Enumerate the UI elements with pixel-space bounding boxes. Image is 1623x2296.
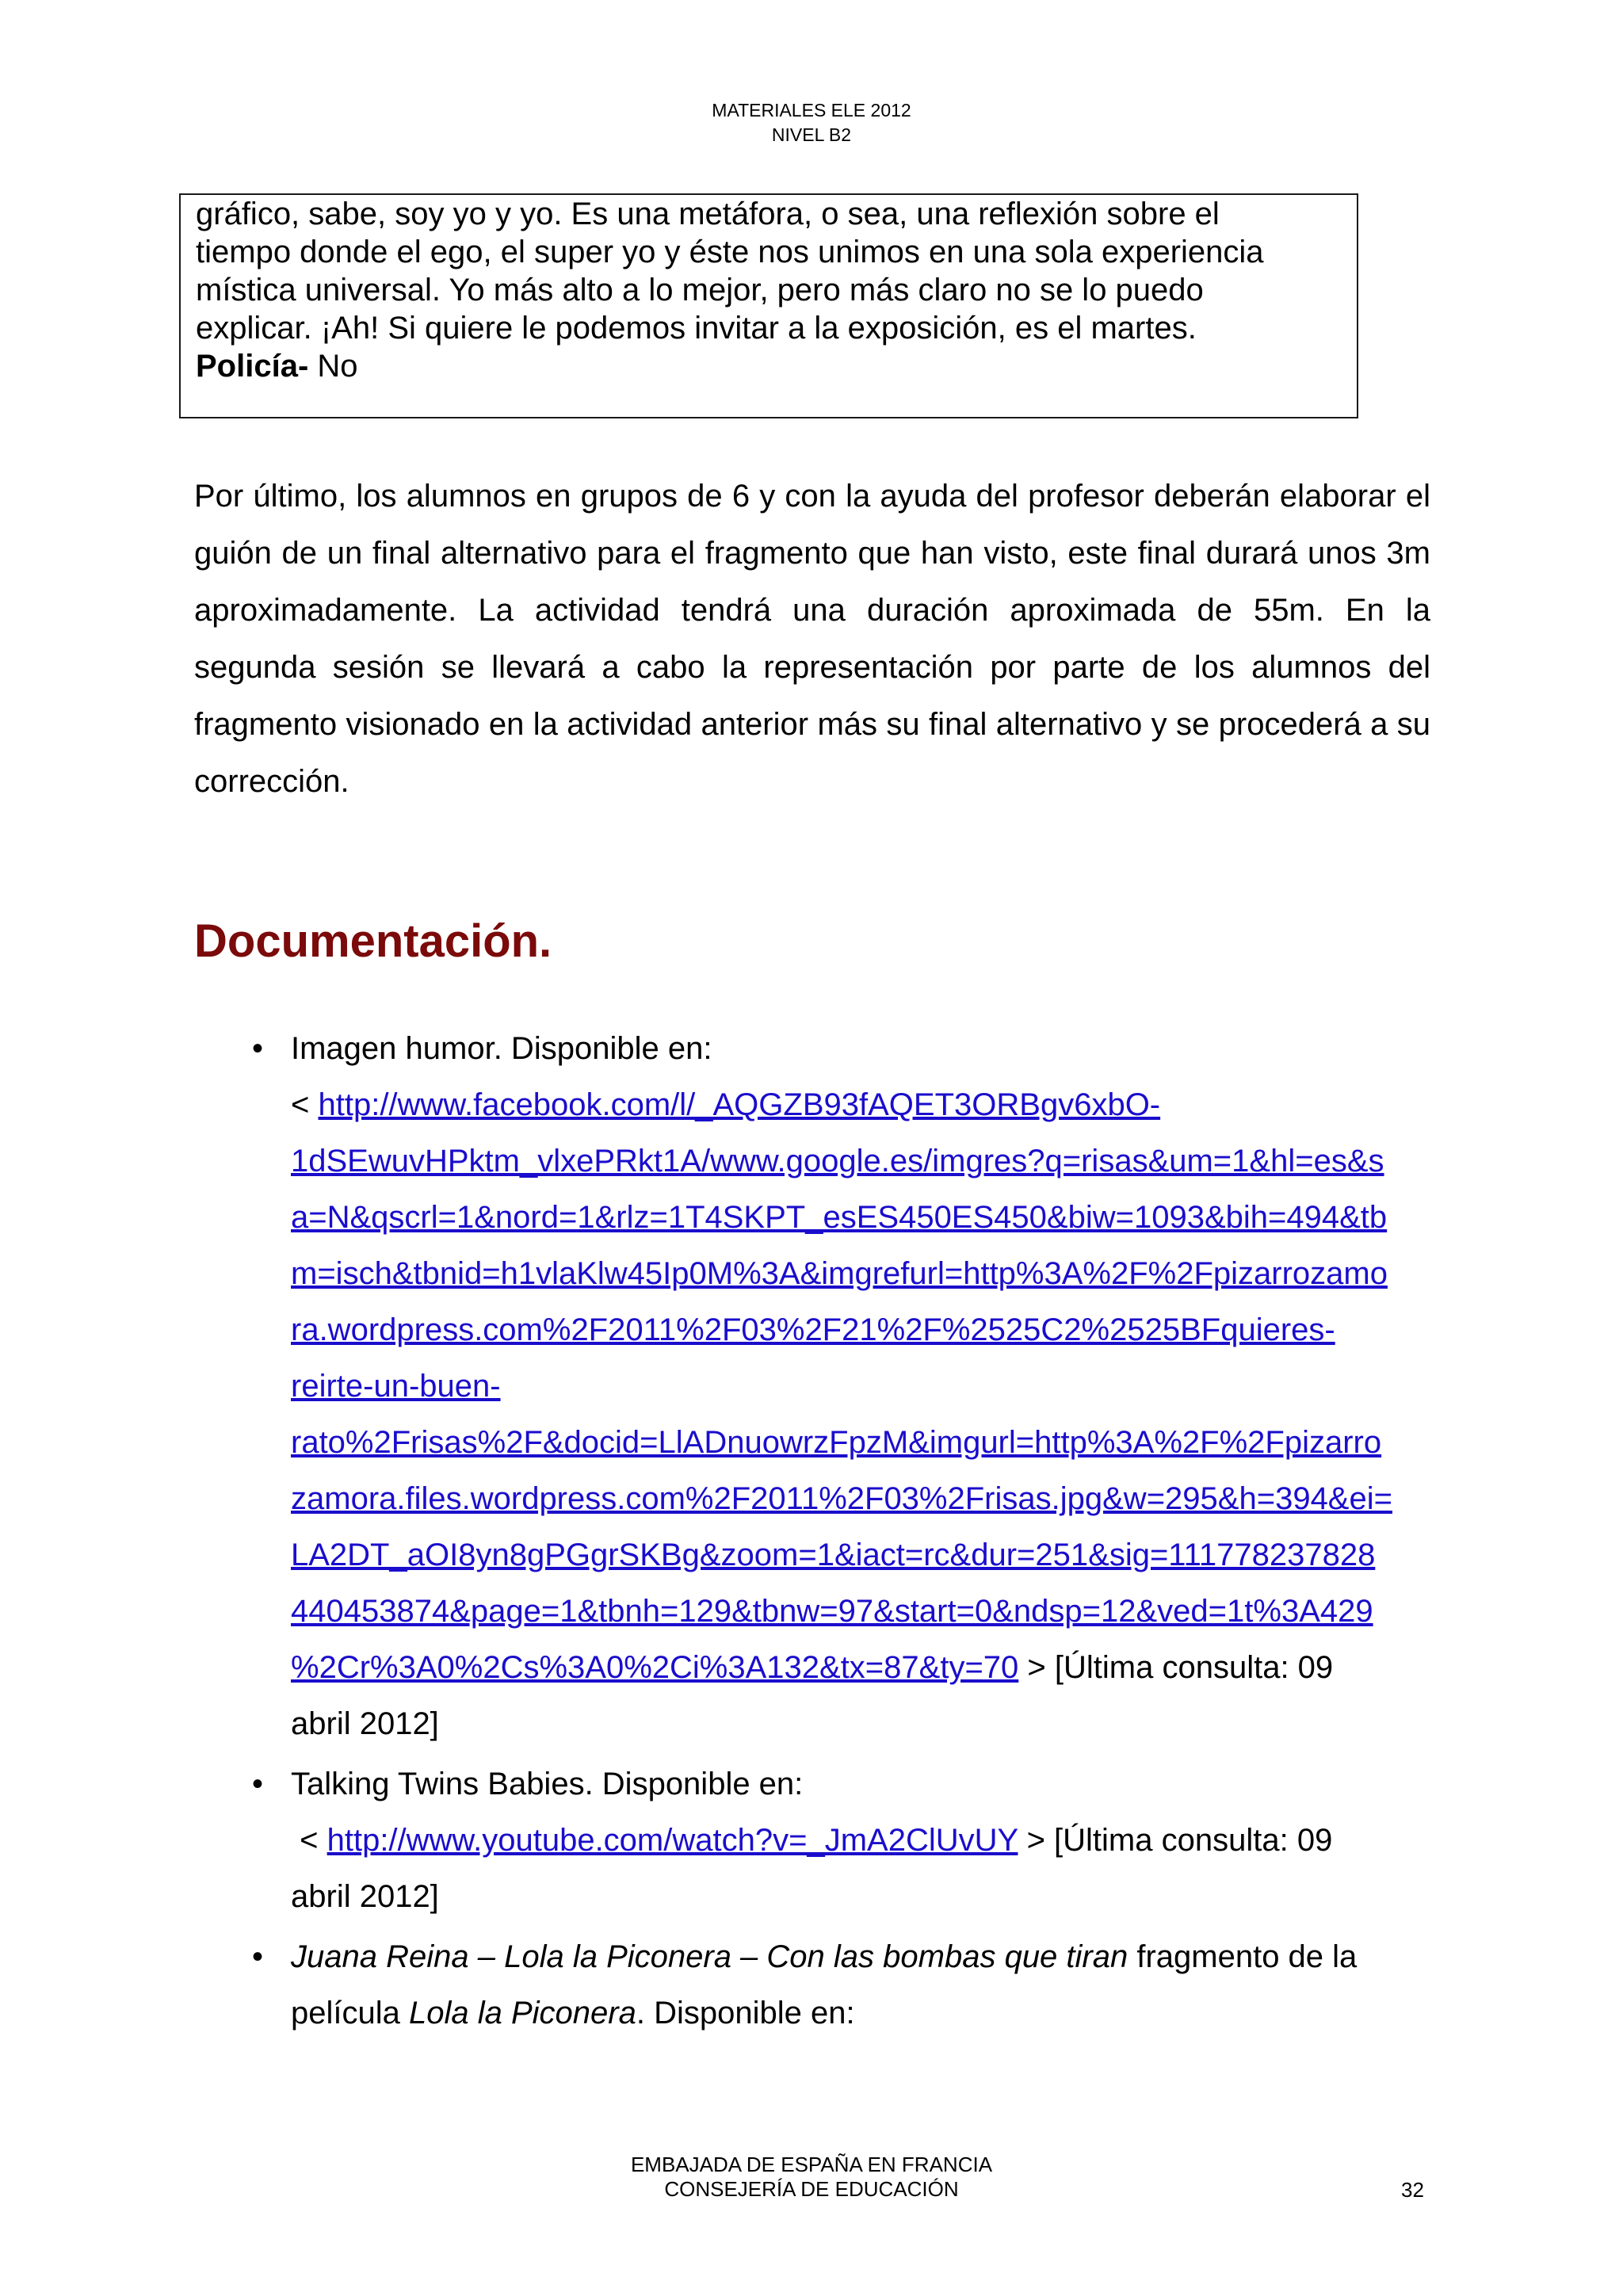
angle-open: <: [291, 1823, 327, 1858]
reference-link[interactable]: ra.wordpress.com%2F2011%2F03%2F21%2F%2525C2%2525BFquieres-: [291, 1312, 1335, 1347]
dialogue-box: [179, 193, 1358, 418]
page-footer: [0, 2153, 1623, 2202]
header-level: NIVEL B2: [771, 124, 852, 145]
reference-link-block: [291, 1813, 1446, 1925]
reference-link[interactable]: http://www.youtube.com/watch?v=_JmA2ClUvUY: [327, 1823, 1018, 1858]
dialogue-line: gráfico, sabe, soy yo y yo. Es una metáfora, o sea, una reflexión sobre el: [196, 197, 1220, 231]
reference-link[interactable]: a=N&qscrl=1&nord=1&rlz=1T4SKPT_esES450ES450&biw=1093&bih=494&tb: [291, 1200, 1388, 1235]
angle-open: <: [291, 1087, 319, 1122]
consult-label: > [Última consulta: 09: [1018, 1650, 1334, 1685]
reference-link[interactable]: zamora.files.wordpress.com%2F2011%2F03%2Frisas.jpg&w=295&h=394&ei=: [291, 1481, 1392, 1516]
reference-list: [194, 1021, 1446, 2042]
reference-link[interactable]: m=isch&tbnid=h1vlaKlw45Ip0M%3A&imgrefurl=http%3A%2F%2Fpizarrozamo: [291, 1256, 1388, 1291]
page-header: [0, 98, 1623, 147]
reference-title-text: fragmento de la: [1128, 1939, 1358, 1974]
reference-link[interactable]: reirte-un-buen-: [291, 1369, 501, 1404]
dialogue-text: [196, 195, 1342, 385]
list-item: [194, 1021, 1446, 1756]
reference-link[interactable]: LA2DT_aOI8yn8gPGgrSKBg&zoom=1&iact=rc&dur=251&sig=111778237828: [291, 1538, 1376, 1572]
reference-link[interactable]: rato%2Frisas%2F&docid=LlADnuowrzFpzM&imgurl=http%3A%2F%2Fpizarro: [291, 1425, 1382, 1460]
consult-date: abril 2012]: [291, 1879, 439, 1914]
reference-title: Talking Twins Babies. Disponible en:: [291, 1767, 804, 1801]
reference-link[interactable]: %2Cr%3A0%2Cs%3A0%2Ci%3A132&tx=87&ty=70: [291, 1650, 1019, 1685]
dialogue-speaker-line: [196, 347, 1342, 385]
reference-title-cont: [291, 1985, 1446, 2042]
reference-link[interactable]: http://www.facebook.com/l/_AQGZB93fAQET3ORBgv6xbO-: [318, 1087, 1161, 1122]
body-paragraph: Por último, los alumnos en grupos de 6 y con la ayuda del profesor deberán elaborar el guión de un final alternativo para el fragmento que han visto, este final durará unos 3m aproximadamente. La actividad tendrá una duración aproximada de 55m. En la segunda sesión se llevará a cabo la representación por parte de los alumnos del fragmento visionado en la actividad anterior más su final alternativo y se procederá a su corrección.: [194, 479, 1430, 799]
speaker-text: No: [308, 349, 358, 384]
bullet-icon: •: [252, 1031, 264, 1066]
reference-title-italic: Lola la Piconera: [408, 1996, 636, 2030]
section-title: Documentación.: [194, 915, 552, 967]
reference-link-block: [291, 1077, 1446, 1752]
header-title: MATERIALES ELE 2012: [712, 100, 911, 120]
dialogue-line: mística universal. Yo más alto a lo mejor, pero más claro no se lo puedo: [196, 273, 1204, 308]
reference-link-last-line: [291, 1640, 1446, 1696]
reference-title: [291, 1929, 1446, 1985]
footer-institution: EMBAJADA DE ESPAÑA EN FRANCIA: [630, 2153, 993, 2176]
reference-link[interactable]: 440453874&page=1&tbnh=129&tbnw=97&start=0&ndsp=12&ved=1t%3A429: [291, 1594, 1373, 1629]
bullet-icon: •: [252, 1939, 264, 1974]
bullet-icon: •: [252, 1767, 264, 1801]
reference-link[interactable]: 1dSEwuvHPktm_vlxePRkt1A/www.google.es/imgres?q=risas&um=1&hl=es&s: [291, 1144, 1384, 1179]
page-number: 32: [1401, 2178, 1424, 2202]
consult-date: abril 2012]: [291, 1706, 439, 1741]
reference-title-text: . Disponible en:: [636, 1996, 855, 2030]
list-item: [194, 1756, 1446, 1929]
list-item: [194, 1929, 1446, 2042]
reference-title: Imagen humor. Disponible en:: [291, 1031, 712, 1066]
dialogue-line: tiempo donde el ego, el super yo y éste nos unimos en una sola experiencia: [196, 235, 1264, 269]
dialogue-line: explicar. ¡Ah! Si quiere le podemos invitar a la exposición, es el martes.: [196, 311, 1197, 346]
consult-label: > [Última consulta: 09: [1018, 1823, 1333, 1858]
footer-department: CONSEJERÍA DE EDUCACIÓN: [664, 2177, 959, 2201]
reference-title-text: película: [291, 1996, 409, 2030]
reference-title-italic: Juana Reina – Lola la Piconera – Con las bombas que tiran: [291, 1939, 1128, 1974]
speaker-name: Policía-: [196, 349, 309, 384]
